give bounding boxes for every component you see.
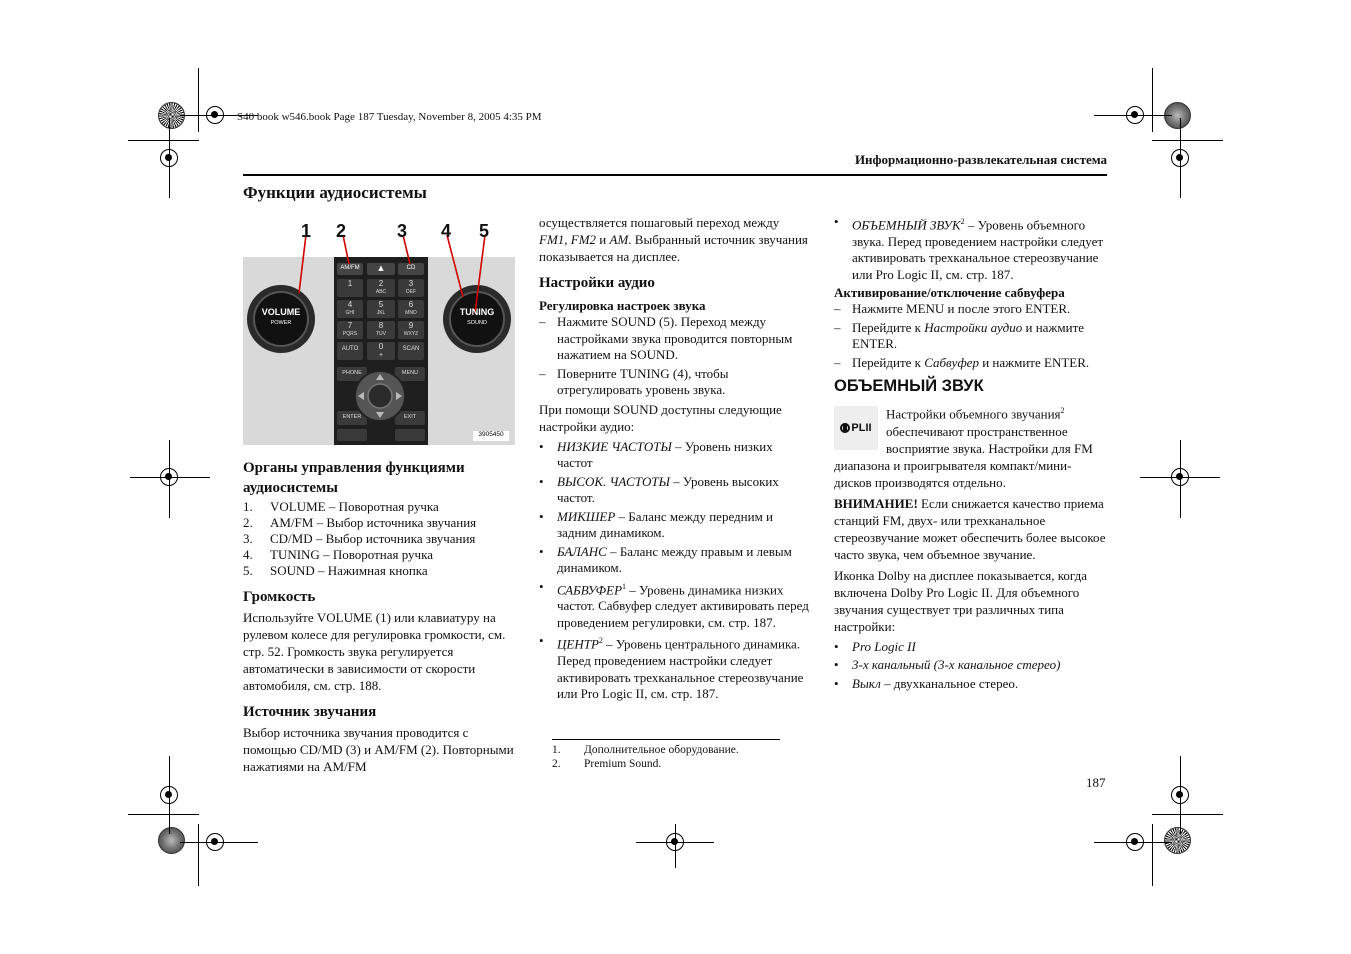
list-item: • МИКШЕР – Баланс между передним и задним динамиком. <box>539 508 774 540</box>
controls-list <box>243 499 515 579</box>
column-3 <box>834 214 1108 694</box>
list-item: 1. VOLUME – Поворотная ручка <box>243 499 439 514</box>
keypad-key: 8 TUV <box>376 321 386 337</box>
keypad-key: 3 DEF <box>406 279 416 295</box>
dolby-pl2-logo: PLII <box>834 406 878 450</box>
amfm-key-label: AM/FM <box>340 265 360 271</box>
footnote: 2. Premium Sound. <box>552 758 662 770</box>
list-item: • Выкл – двухканальное стерео. <box>834 675 1019 691</box>
power-knob-label: POWER <box>270 320 292 326</box>
registration-mark-icon <box>206 106 224 124</box>
page-number: 187 <box>1086 775 1106 790</box>
keypad-key: SCAN <box>402 346 420 352</box>
volume-text: Используйте VOLUME (1) или клавиатуру на рулевом колесе для регулировка громкости, см. стр. 52. Громкость звука регулируется автоматически в зависимости от скорости автомобиля, см. стр. 188. <box>243 610 506 693</box>
keypad-key: 0 + <box>378 342 384 359</box>
keypad-key: 5 JKL <box>376 300 386 316</box>
registration-mark-icon <box>1126 833 1144 851</box>
section-header: Информационно-развлекательная система <box>854 152 1107 167</box>
warning-text: ВНИМАНИЕ! Если снижается качество приема станций FM, двух- или трехканальное стереозвучание может обеспечить более высокое часто звука, чем объемное звучание. <box>834 495 1106 562</box>
volume-knob-label: VOLUME <box>261 307 301 317</box>
list-item: • НИЗКИЕ ЧАСТОТЫ – Уровень низких частот <box>539 438 773 470</box>
list-item: – Перейдите к Настройки аудио и нажмите ENTER. <box>834 319 1085 352</box>
audio-intro-text: При помощи SOUND доступны следующие настройки аудио: <box>539 401 782 434</box>
list-item: 2. AM/FM – Выбор источника звучания <box>243 515 477 530</box>
callout-1: 1 <box>301 221 312 241</box>
menu-key-label: MENU <box>401 370 419 376</box>
callout-2: 2 <box>336 221 347 241</box>
page-title: Функции аудиосистемы <box>243 183 427 202</box>
registration-mark-icon <box>1171 149 1189 167</box>
footnotes <box>552 743 792 771</box>
volume-heading: Громкость <box>243 589 316 605</box>
enter-key-label: ENTER <box>342 414 362 420</box>
source-text-continued: осуществляется пошаговый переход между FM1, FM2 и AM. Выбранный источник звучания показывается на дисплее. <box>539 215 808 264</box>
registration-mark-icon <box>666 833 684 851</box>
audio-settings-heading: Настройки аудио <box>539 275 655 291</box>
list-item: 5. SOUND – Нажимная кнопка <box>243 563 428 578</box>
registration-mark-icon <box>160 786 178 804</box>
keypad-key: 2 ABC <box>375 279 387 295</box>
list-item: • 3-х канальный (3-х канальное стерео) <box>834 657 1061 673</box>
list-item: 3. CD/MD – Выбор источника звучания <box>243 531 476 546</box>
registration-rosette-icon <box>1164 827 1191 854</box>
source-text: Выбор источника звучания проводится с помощью CD/MD (3) и AM/FM (2). Повторными нажатиями на AM/FM <box>243 725 514 774</box>
list-item: 4. TUNING – Поворотная ручка <box>243 547 433 562</box>
keypad-key: 6 MNO <box>405 300 417 316</box>
column-2 <box>539 214 809 705</box>
surround-text: Настройки объемного звучания$^2$ обеспечивают пространственное восприятие звука. Настройки для FM диапазона и проигрывателя компакт/мини-дисков производятся отдельно. <box>834 406 1093 490</box>
keypad-key: 7 PQRS <box>342 321 358 337</box>
callout-5: 5 <box>479 221 490 241</box>
exit-key-label: EXIT <box>403 414 417 420</box>
registration-mark-icon <box>206 833 224 851</box>
list-item: – Нажмите SOUND (5). Переход между настройками звука проводится повторным нажатием на SOUND. <box>539 314 793 362</box>
list-item: – Нажмите MENU и после этого ENTER. <box>834 301 1071 317</box>
list-item: • САБВУФЕР$^1$ – Уровень динамика низких частот. Сабвуфер следует активировать перед проведением регулировки, см. стр. 187. <box>539 578 809 630</box>
registration-mark-icon <box>1171 468 1189 486</box>
callout-3: 3 <box>397 221 408 241</box>
footnote-rule <box>552 739 780 740</box>
surround-block <box>834 402 1108 490</box>
registration-mark-icon <box>1171 786 1189 804</box>
keypad-key: AUTO <box>341 346 359 352</box>
keypad-key: 1 <box>347 279 353 288</box>
list-item: • ЦЕНТР$^2$ – Уровень центрального динамика. Перед проведением настройки следует активировать трехканальное стереозвучание или Pro Logic II, см. стр. 187. <box>539 633 804 702</box>
header-rule <box>243 174 1107 176</box>
keypad-key: 4 GHI <box>345 300 355 316</box>
callout-4: 4 <box>441 221 452 241</box>
column-1 <box>243 458 515 779</box>
footnote: 1. Дополнительное оборудование. <box>552 744 739 756</box>
registration-rosette-icon <box>158 827 185 854</box>
cd-key-label: CD <box>406 265 416 271</box>
list-item: – Перейдите к Сабвуфер и нажмите ENTER. <box>834 354 1090 370</box>
phone-key-label: PHONE <box>342 370 362 376</box>
file-header: S40 book w546.book Page 187 Tuesday, November 8, 2005 4:35 PM <box>237 111 542 123</box>
eject-key-label: ▲ <box>378 264 384 272</box>
list-item: • ВЫСОК. ЧАСТОТЫ – Уровень высоких частот. <box>539 473 779 505</box>
list-item: • ОБЪЕМНЫЙ ЗВУК$^2$ – Уровень объемного звука. Перед проведением настройки следует активировать трехканальное стереозвучание или Pro Logic II, см. стр. 187. <box>834 214 1104 282</box>
sound-knob-label: SOUND <box>467 320 487 326</box>
sound-adjust-subheading: Регулировка настроек звука <box>539 298 706 313</box>
controls-heading: Органы управления функциями аудиосистемы <box>243 460 465 496</box>
keypad-key: 9 WXYZ <box>403 321 419 337</box>
registration-mark-icon <box>160 468 178 486</box>
subwoofer-heading: Активирование/отключение сабвуфера <box>834 285 1065 301</box>
list-item: • БАЛАНС – Баланс между правым и левым динамиком. <box>539 543 792 575</box>
list-item: – Поверните TUNING (4), чтобы отрегулировать уровень звука. <box>539 365 729 397</box>
radio-panel-figure <box>243 217 515 445</box>
registration-mark-icon <box>160 149 178 167</box>
surround-heading: ОБЪЕМНЫЙ ЗВУК <box>834 377 984 396</box>
registration-mark-icon <box>1126 106 1144 124</box>
list-item: • Pro Logic II <box>834 638 916 654</box>
dolby-text: Иконка Dolby на дисплее показывается, когда включена Dolby Pro Logic II. Для объемного звучания существует три различных типа настройки: <box>834 567 1087 634</box>
figure-code: 3905450 <box>478 431 504 438</box>
tuning-knob-label: TUNING <box>459 307 495 317</box>
source-heading: Источник звучания <box>243 704 377 720</box>
